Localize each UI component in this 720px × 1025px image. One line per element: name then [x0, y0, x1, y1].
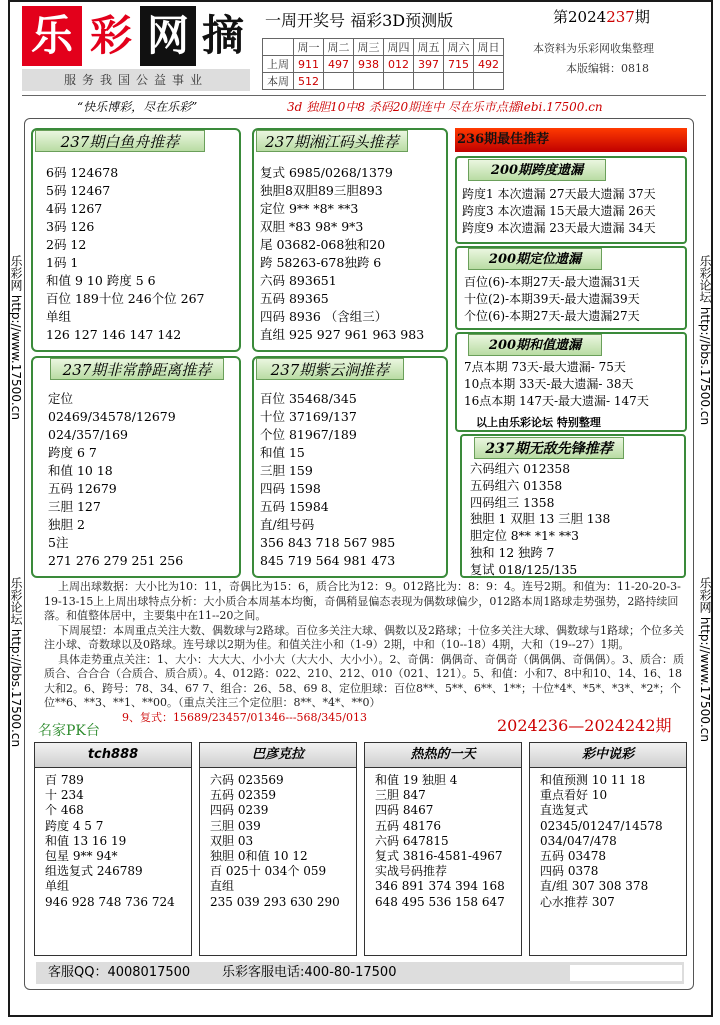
line: 7点本期 73天-最大遗漏- 75天	[464, 360, 626, 374]
day-header: 周六	[444, 39, 474, 56]
best-recommend-title: 236期最佳推荐	[455, 128, 687, 152]
panel-lines	[464, 359, 649, 410]
line: 跨度 6 7	[48, 445, 97, 460]
line: 02469/34578/12679	[48, 409, 176, 424]
pk-panel-rerede	[364, 742, 522, 956]
line: 648 495 536 158 647	[375, 894, 505, 909]
line: 三胆 127	[48, 499, 101, 514]
panel-title: 200期和值遗漏	[468, 334, 602, 356]
panel-title: 237期非常静距离推荐	[50, 358, 224, 380]
table-header-row	[263, 39, 504, 56]
line: 356 843 718 567 985	[260, 535, 396, 550]
pk-title: tch888	[35, 743, 191, 768]
draw-value: 012	[384, 56, 414, 73]
line: 六码 023569	[210, 773, 284, 787]
line: 三胆 159	[260, 463, 313, 478]
draw-value: 911	[294, 56, 324, 73]
line: 双胆 03	[210, 833, 254, 848]
line: 三胆 847	[375, 788, 426, 803]
line: 五码 12679	[48, 481, 117, 496]
line: 直选复式	[540, 803, 589, 818]
line: 组选复式 246789	[45, 864, 143, 879]
line: 单组	[45, 879, 70, 894]
line: 十位(2)-本期39天-最大遗漏39天	[464, 292, 640, 306]
analysis-para: 下周展望：本周重点关注大数、偶数球与2路球。百位多关注大球、偶数以及2路球；十位多关注大球、偶数球与1路球；个位多关注小球、奇数球以及0路球。连号球以2期为佳。和值关注小和（1-9）2期，中和（10--18）4期，大和（19--27）1期。	[44, 623, 684, 651]
line: 四码 0378	[540, 864, 599, 879]
pk-panel-tch888	[34, 742, 192, 956]
line: 和值 9 10 跨度 5 6	[46, 273, 156, 288]
panel-title: 237期白鱼舟推荐	[35, 130, 205, 152]
line: 重点看好 10	[540, 788, 608, 803]
line: 024/357/169	[48, 427, 128, 442]
draw-value: 715	[444, 56, 474, 73]
line: 心水推荐 307	[540, 894, 615, 909]
line: 六码组六 012358	[470, 462, 571, 476]
analysis-para: 9、复式：15689/23457/01346---568/345/013	[122, 710, 367, 724]
table-row	[263, 73, 504, 90]
line: 实战号码推荐	[375, 864, 448, 879]
line: 六码 893651	[260, 273, 337, 288]
line: 跨度3 本次遗漏 15天最大遗漏 26天	[462, 204, 656, 218]
line: 16点本期 147天-最大遗漏- 147天	[464, 394, 649, 408]
line: 271 276 279 251 256	[48, 553, 184, 568]
pk-lines	[375, 773, 505, 910]
line: 126 127 146 147 142	[46, 327, 182, 342]
line: 五码 48176	[375, 818, 441, 833]
table-row	[263, 56, 504, 73]
draw-results-table	[262, 38, 504, 90]
line: 单组	[46, 309, 72, 324]
line: 跨度 4 5 7	[45, 818, 104, 833]
draw-value	[474, 73, 504, 90]
line: 直组	[210, 879, 235, 894]
line: 02345/01247/14578	[540, 818, 663, 833]
line: 复式 6985/0268/1379	[260, 165, 393, 180]
panel-lines	[464, 274, 640, 325]
line: 四码 1598	[260, 481, 321, 496]
day-header: 周三	[354, 39, 384, 56]
line: 独和 12 独跨 7	[470, 545, 555, 560]
line: 独胆 0和值 10 12	[210, 849, 308, 864]
analysis-text	[44, 580, 684, 725]
day-header: 周二	[324, 39, 354, 56]
line: 个位(6)-本期27天-最大遗漏27天	[464, 309, 640, 323]
pk-title: 彩中说彩	[530, 743, 686, 768]
row-label: 本周	[263, 73, 294, 90]
page-title: 一周开奖号 福彩3D预测版	[265, 11, 454, 30]
draw-value	[444, 73, 474, 90]
line: 845 719 564 981 473	[260, 553, 396, 568]
pk-lines	[210, 773, 340, 910]
line: 三胆 039	[210, 818, 261, 833]
line: 346 891 374 394 168	[375, 879, 505, 894]
draw-value: 397	[414, 56, 444, 73]
panel-lines	[462, 186, 656, 237]
line: 034/047/478	[540, 833, 617, 848]
line: 四码组三 1358	[470, 495, 555, 510]
line: 复试 018/125/135	[470, 562, 578, 577]
line: 和值预测 10 11 18	[540, 773, 646, 787]
day-header: 周日	[474, 39, 504, 56]
line: 跨度9 本次遗漏 23天最大遗漏 34天	[462, 221, 656, 235]
line: 百位 189十位 246个位 267	[46, 291, 205, 306]
logo-char-4: 摘	[196, 6, 250, 66]
line: 和值 15	[260, 445, 305, 460]
line: 百位(6)-本期27天-最大遗漏31天	[464, 275, 640, 289]
line: 6码 124678	[46, 165, 119, 180]
line: 十位 37169/137	[260, 409, 357, 424]
pk-lines	[540, 773, 663, 910]
analysis-para: 上周出球数据：大小比为10：11，奇偶比为15：6，质合比为12：9。012路比为：8：9：4。连号2期。和值为：11-20-20-3-19-13-15上上周出球特点分析：大小质合本周基本均衡，奇偶稍显偏态表现为偶数球偏少，012路本周1路球走势强势，2路持续回落。和值整体居中，主要集中在11--20之间。	[44, 580, 681, 622]
panel-title: 237期湘江码头推荐	[256, 130, 408, 152]
panel-title: 200期跨度遗漏	[468, 159, 606, 181]
issue-prefix: 第2024	[553, 8, 607, 26]
line: 五码 02359	[210, 788, 276, 803]
customer-service-qq: 客服QQ：4008017500	[48, 965, 191, 980]
day-header: 周一	[294, 39, 324, 56]
line: 四码 8467	[375, 803, 434, 818]
line: 百 789	[45, 773, 84, 787]
table-corner	[263, 39, 294, 56]
line: 独胆8双胆89三胆893	[260, 183, 383, 198]
panel-lines	[260, 390, 395, 570]
tagline-right: 3d 独胆10中8 杀码20期连中 尽在乐市点播lebi.17500.cn	[287, 100, 603, 114]
day-header: 周四	[384, 39, 414, 56]
logo-char-2: 彩	[82, 6, 140, 66]
draw-value: 492	[474, 56, 504, 73]
lecai-logo	[22, 6, 250, 66]
line: 五码 15984	[260, 499, 329, 514]
line: 个 468	[45, 803, 84, 818]
pk-panel-caizhong	[529, 742, 687, 956]
line: 五码 03478	[540, 849, 606, 864]
pk-label: 名家PK台	[38, 723, 100, 739]
line: 个位 81967/189	[260, 427, 357, 442]
line: 4码 1267	[46, 201, 103, 216]
source-note: 本资料为乐彩网收集整理	[533, 42, 654, 55]
side-link-right-top[interactable]: 乐彩论坛 http://bbs.17500.cn	[698, 255, 712, 426]
line: 定位	[48, 391, 74, 406]
logo-char-1: 乐	[22, 6, 82, 66]
line: 和值 13 16 19	[45, 833, 127, 848]
line: 复式 3816-4581-4967	[375, 849, 503, 864]
line: 235 039 293 630 290	[210, 894, 340, 909]
panel-lines	[470, 461, 610, 579]
line: 胆定位 8** *1* **3	[470, 529, 579, 544]
day-header: 周五	[414, 39, 444, 56]
line: 直/组 307 308 378	[540, 879, 649, 894]
line: 10点本期 33天-最大遗漏- 38天	[464, 377, 634, 391]
draw-value: 512	[294, 73, 324, 90]
line: 独胆 1 双胆 13 三胆 138	[470, 512, 611, 527]
draw-value	[384, 73, 414, 90]
pk-panel-bayankela	[199, 742, 357, 956]
pk-lines	[45, 773, 175, 910]
draw-value: 497	[324, 56, 354, 73]
panel-lines	[260, 164, 424, 344]
line: 包星 9** 94*	[45, 849, 118, 864]
customer-service-phone: 乐彩客服电话:400-80-17500	[222, 965, 397, 980]
line: 五码组六 01358	[470, 478, 563, 493]
line: 跨度1 本次遗漏 27天最大遗漏 37天	[462, 187, 656, 201]
panel-lines	[46, 164, 205, 344]
draw-value: 938	[354, 56, 384, 73]
line: 直/组号码	[260, 517, 315, 532]
line: 百位 35468/345	[260, 391, 357, 406]
line: 尾 03682-068独和20	[260, 237, 386, 252]
row-label: 上周	[263, 56, 294, 73]
line: 2码 12	[46, 237, 87, 252]
line: 十 234	[45, 788, 84, 803]
line: 1码 1	[46, 255, 79, 270]
sum-panel-footer: 以上由乐彩论坛 特别整理	[476, 416, 601, 429]
line: 和值 19 独胆 4	[375, 773, 458, 787]
analysis-para: 具体走势重点关注：1、大小：大大大、小小大（大大小、大小小）。2、奇偶：偶偶奇、奇偶奇（偶偶偶、奇偶偶）。3、质合：质质合、合合合（合质合、质合质）。4、012路：022、210、212、010（021、121）。5、和值：小和7、8中和10、14、16、18大和2。6、跨号：78、34、67 7、组合：26、58、69 8、定位胆球：百位8**、5**、6**、1**；十位*4*、*5*、*3*、*2*；个位**6、**3、**1、**00。（重点关注三个定位胆：8**、*4*、**0）	[44, 652, 684, 709]
footer-bar	[36, 962, 684, 984]
line: 定位 9** *8* **3	[260, 201, 359, 216]
pk-title: 巴彦克拉	[200, 743, 356, 768]
panel-title: 237期无敌先锋推荐	[474, 437, 624, 459]
issue-suffix: 期	[634, 8, 650, 26]
side-link-left-top[interactable]: 乐彩网 http://www.17500.cn	[9, 255, 23, 420]
logo-char-3: 网	[140, 6, 196, 66]
line: 四码 0239	[210, 803, 269, 818]
line: 和值 10 18	[48, 463, 113, 478]
line: 3码 126	[46, 219, 95, 234]
side-link-right-bottom[interactable]: 乐彩网 http://www.17500.cn	[698, 577, 712, 742]
panel-title: 237期紫云涧推荐	[256, 358, 404, 380]
line: 五码 89365	[260, 291, 329, 306]
line: 跨 58263-678独跨 6	[260, 255, 382, 270]
pk-title: 热热的一天	[365, 743, 521, 768]
draw-value	[324, 73, 354, 90]
footer-blank-box	[570, 965, 682, 981]
line: 百 025十 034个 059	[210, 864, 327, 879]
line: 946 928 748 736 724	[45, 894, 175, 909]
draw-value	[354, 73, 384, 90]
tagline-left: “快乐博彩，尽在乐彩”	[77, 100, 198, 114]
line: 六码 647815	[375, 833, 449, 848]
issue-num: 237	[606, 8, 635, 26]
line: 独胆 2	[48, 517, 85, 532]
line: 双胆 *83 98* 9*3	[260, 219, 364, 234]
line: 直组 925 927 961 963 983	[260, 327, 425, 342]
panel-title: 200期定位遗漏	[468, 248, 602, 270]
line: 5注	[48, 535, 69, 550]
slogan: 服务我国公益事业	[22, 69, 250, 91]
draw-value	[414, 73, 444, 90]
panel-lines	[48, 390, 183, 570]
issue-range: 2024236—2024242期	[497, 716, 672, 735]
issue-number	[553, 6, 650, 27]
line: 四码 8936 （含组三）	[260, 309, 388, 324]
side-link-left-bottom[interactable]: 乐彩论坛 http://bbs.17500.cn	[9, 577, 23, 748]
tagline	[22, 96, 712, 118]
line: 5码 12467	[46, 183, 111, 198]
editor-note: 本版编辑：0818	[566, 62, 649, 75]
